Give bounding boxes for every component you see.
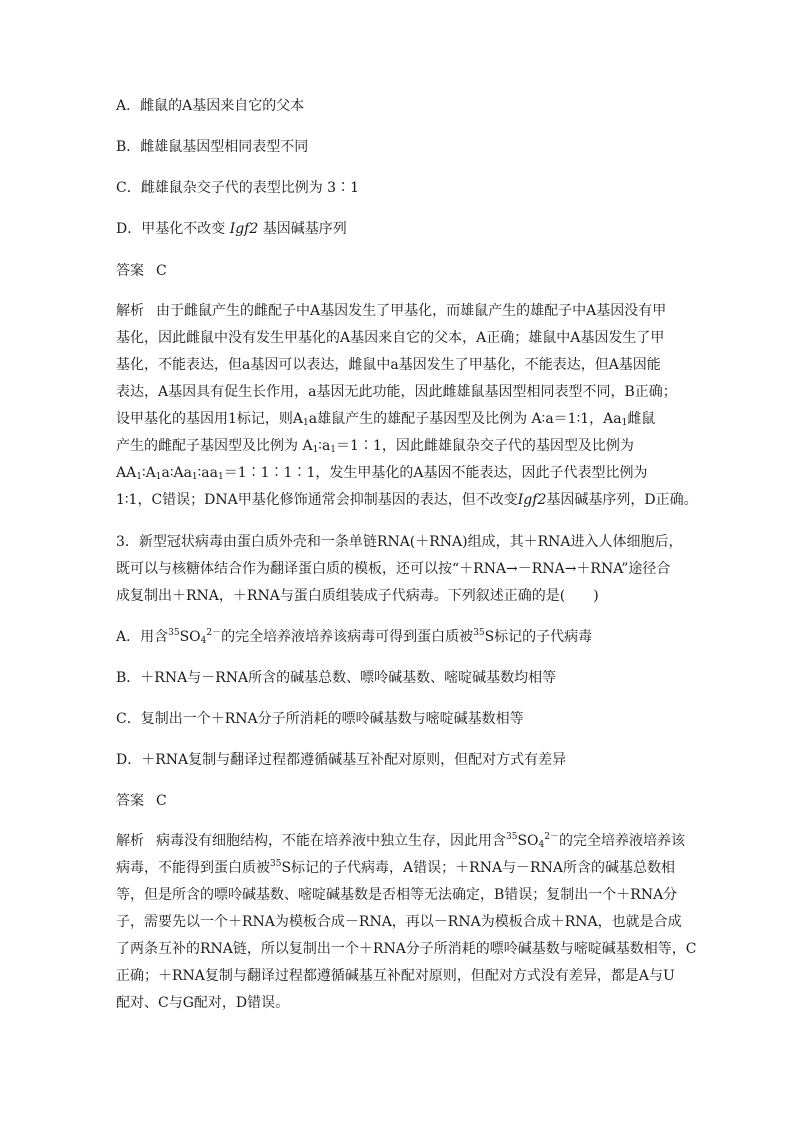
answer-label: 答案 bbox=[116, 793, 144, 809]
option-c: C．复制出一个＋RNA分子所消耗的嘌呤碱基数与嘧啶碱基数相等 bbox=[116, 711, 524, 727]
text-run: ＝1∶1∶1∶1，发生甲基化的A基因不能表达，因此子代表型比例为 bbox=[223, 465, 648, 481]
option-b: B．＋RNA与－RNA所含的碱基总数、嘌呤碱基数、嘧啶碱基数均相等 bbox=[116, 670, 557, 686]
analysis-line: 配对、C与G配对，D错误。 bbox=[116, 995, 290, 1011]
option-d-pre: D．甲基化不改变 bbox=[116, 221, 230, 237]
analysis-line: 了两条互补的RNA链，所以复制出一个＋RNA分子所消耗的嘌呤碱基数与嘧啶碱基数相等，C bbox=[116, 941, 697, 957]
subscript: 4 bbox=[538, 840, 545, 850]
text-run: 病毒没有细胞结构，不能在培养液中独立生存，因此用含 bbox=[156, 833, 506, 849]
text-run: S标记的子代病毒，A错误；＋RNA与－RNA所含的碱基总数相 bbox=[281, 860, 675, 876]
text-run: A．用含 bbox=[116, 629, 169, 645]
text-run: 1∶1，C错误；DNA甲基化修饰通常会抑制基因的表达，但不改变 bbox=[116, 492, 518, 508]
text-run: SO bbox=[517, 833, 539, 849]
superscript: 35 bbox=[506, 832, 518, 842]
subscript: 1 bbox=[621, 418, 628, 428]
analysis-text: 由于雌鼠产生的雌配子中A基因发生了甲基化，而雄鼠产生的雄配子中A基因没有甲 bbox=[156, 303, 667, 319]
subscript: 1 bbox=[155, 472, 162, 482]
text-run: ∶aa bbox=[197, 465, 218, 481]
text-run: 产生的雌配子基因型及比例为 A bbox=[116, 438, 313, 454]
question-stem-line: 既可以与核糖体结合作为翻译蛋白质的模板，还可以按“＋RNA→－RNA→＋RNA”途径合 bbox=[116, 561, 671, 577]
text-run: 的完全培养液培养该 bbox=[559, 833, 685, 849]
analysis-line: 基化，不能表达，但a基因可以表达，雌鼠中a基因发生了甲基化，不能表达，但A基因能 bbox=[116, 357, 661, 373]
text-run: 基因碱基序列，D正确。 bbox=[546, 492, 698, 508]
question-stem-line: 3．新型冠状病毒由蛋白质外壳和一条单链RNA(＋RNA)组成，其＋RNA进入人体细胞后， bbox=[116, 534, 683, 550]
superscript: 35 bbox=[270, 859, 282, 869]
text-run: a雄鼠产生的雄配子基因型及比例为 A∶a＝1∶1，Aa bbox=[308, 411, 622, 427]
analysis-line bbox=[116, 859, 675, 877]
option-a: A．雌鼠的A基因来自它的父本 bbox=[116, 98, 305, 114]
text-run: AA bbox=[116, 465, 137, 481]
subscript: 1 bbox=[136, 472, 142, 482]
analysis-line bbox=[116, 464, 647, 482]
gene-name: Igf2 bbox=[517, 492, 547, 508]
superscript: 35 bbox=[473, 628, 485, 638]
text-run: a∶Aa bbox=[161, 465, 192, 481]
analysis-label: 解析 bbox=[116, 833, 144, 849]
subscript: 1 bbox=[330, 445, 337, 455]
analysis-label: 解析 bbox=[116, 303, 144, 319]
answer-label: 答案 bbox=[116, 263, 144, 279]
question-stem-line: 成复制出＋RNA，＋RNA与蛋白质组装成子代病毒。下列叙述正确的是( ) bbox=[116, 588, 599, 604]
analysis-line: 正确；＋RNA复制与翻译过程都遵循碱基互补配对原则，但配对方式没有差异，都是A与U bbox=[116, 968, 675, 984]
answer-value: C bbox=[156, 263, 167, 279]
analysis-line bbox=[116, 302, 666, 320]
option-b: B．雌雄鼠基因型相同表型不同 bbox=[116, 139, 309, 155]
text-run: 设甲基化的基因用1标记，则A bbox=[116, 411, 304, 427]
option-d-post: 基因碱基序列 bbox=[258, 221, 347, 237]
analysis-line bbox=[116, 410, 655, 428]
superscript: 2－ bbox=[544, 832, 559, 842]
analysis-line bbox=[116, 491, 698, 509]
option-a bbox=[116, 628, 592, 646]
analysis-line: 子，需要先以一个＋RNA为模板合成－RNA，再以－RNA为模板合成＋RNA，也就是合成 bbox=[116, 914, 682, 930]
subscript: 1 bbox=[303, 418, 309, 428]
superscript: 35 bbox=[168, 628, 180, 638]
text-run: 的完全培养液培养该病毒可得到蛋白质被 bbox=[221, 629, 474, 645]
text-run: ∶A bbox=[141, 465, 156, 481]
analysis-line bbox=[116, 437, 634, 455]
analysis-line: 表达，A基因具有促生长作用，a基因无此功能，因此雌雄鼠基因型相同表型不同，B正确； bbox=[116, 384, 677, 400]
analysis-line bbox=[116, 832, 685, 850]
subscript: 1 bbox=[312, 445, 319, 455]
answer-line bbox=[116, 792, 167, 810]
text-run: 病毒，不能得到蛋白质被 bbox=[116, 860, 270, 876]
text-run: ＝1∶1，因此雌雄鼠杂交子代的基因型及比例为 bbox=[336, 438, 634, 454]
text-run: ∶a bbox=[318, 438, 331, 454]
text-run: 雌鼠 bbox=[627, 411, 656, 427]
analysis-line: 基化，因此雌鼠中没有发生甲基化的A基因来自它的父本，A正确；雄鼠中A基因发生了甲 bbox=[116, 330, 665, 346]
option-d bbox=[116, 220, 347, 238]
text-run: S标记的子代病毒 bbox=[484, 629, 593, 645]
subscript: 1 bbox=[191, 472, 198, 482]
option-d: D．＋RNA复制与翻译过程都遵循碱基互补配对原则，但配对方式有差异 bbox=[116, 752, 567, 768]
gene-name: Igf2 bbox=[229, 221, 259, 237]
answer-line bbox=[116, 262, 167, 280]
subscript: 1 bbox=[218, 472, 224, 482]
subscript: 4 bbox=[200, 636, 207, 646]
answer-value: C bbox=[156, 793, 167, 809]
option-c: C．雌雄鼠杂交子代的表型比例为 3∶1 bbox=[116, 180, 359, 196]
superscript: 2－ bbox=[206, 628, 222, 638]
analysis-line: 等，但是所含的嘌呤碱基数、嘧啶碱基数是否相等无法确定，B错误；复制出一个＋RNA分 bbox=[116, 887, 678, 903]
text-run: SO bbox=[179, 629, 201, 645]
